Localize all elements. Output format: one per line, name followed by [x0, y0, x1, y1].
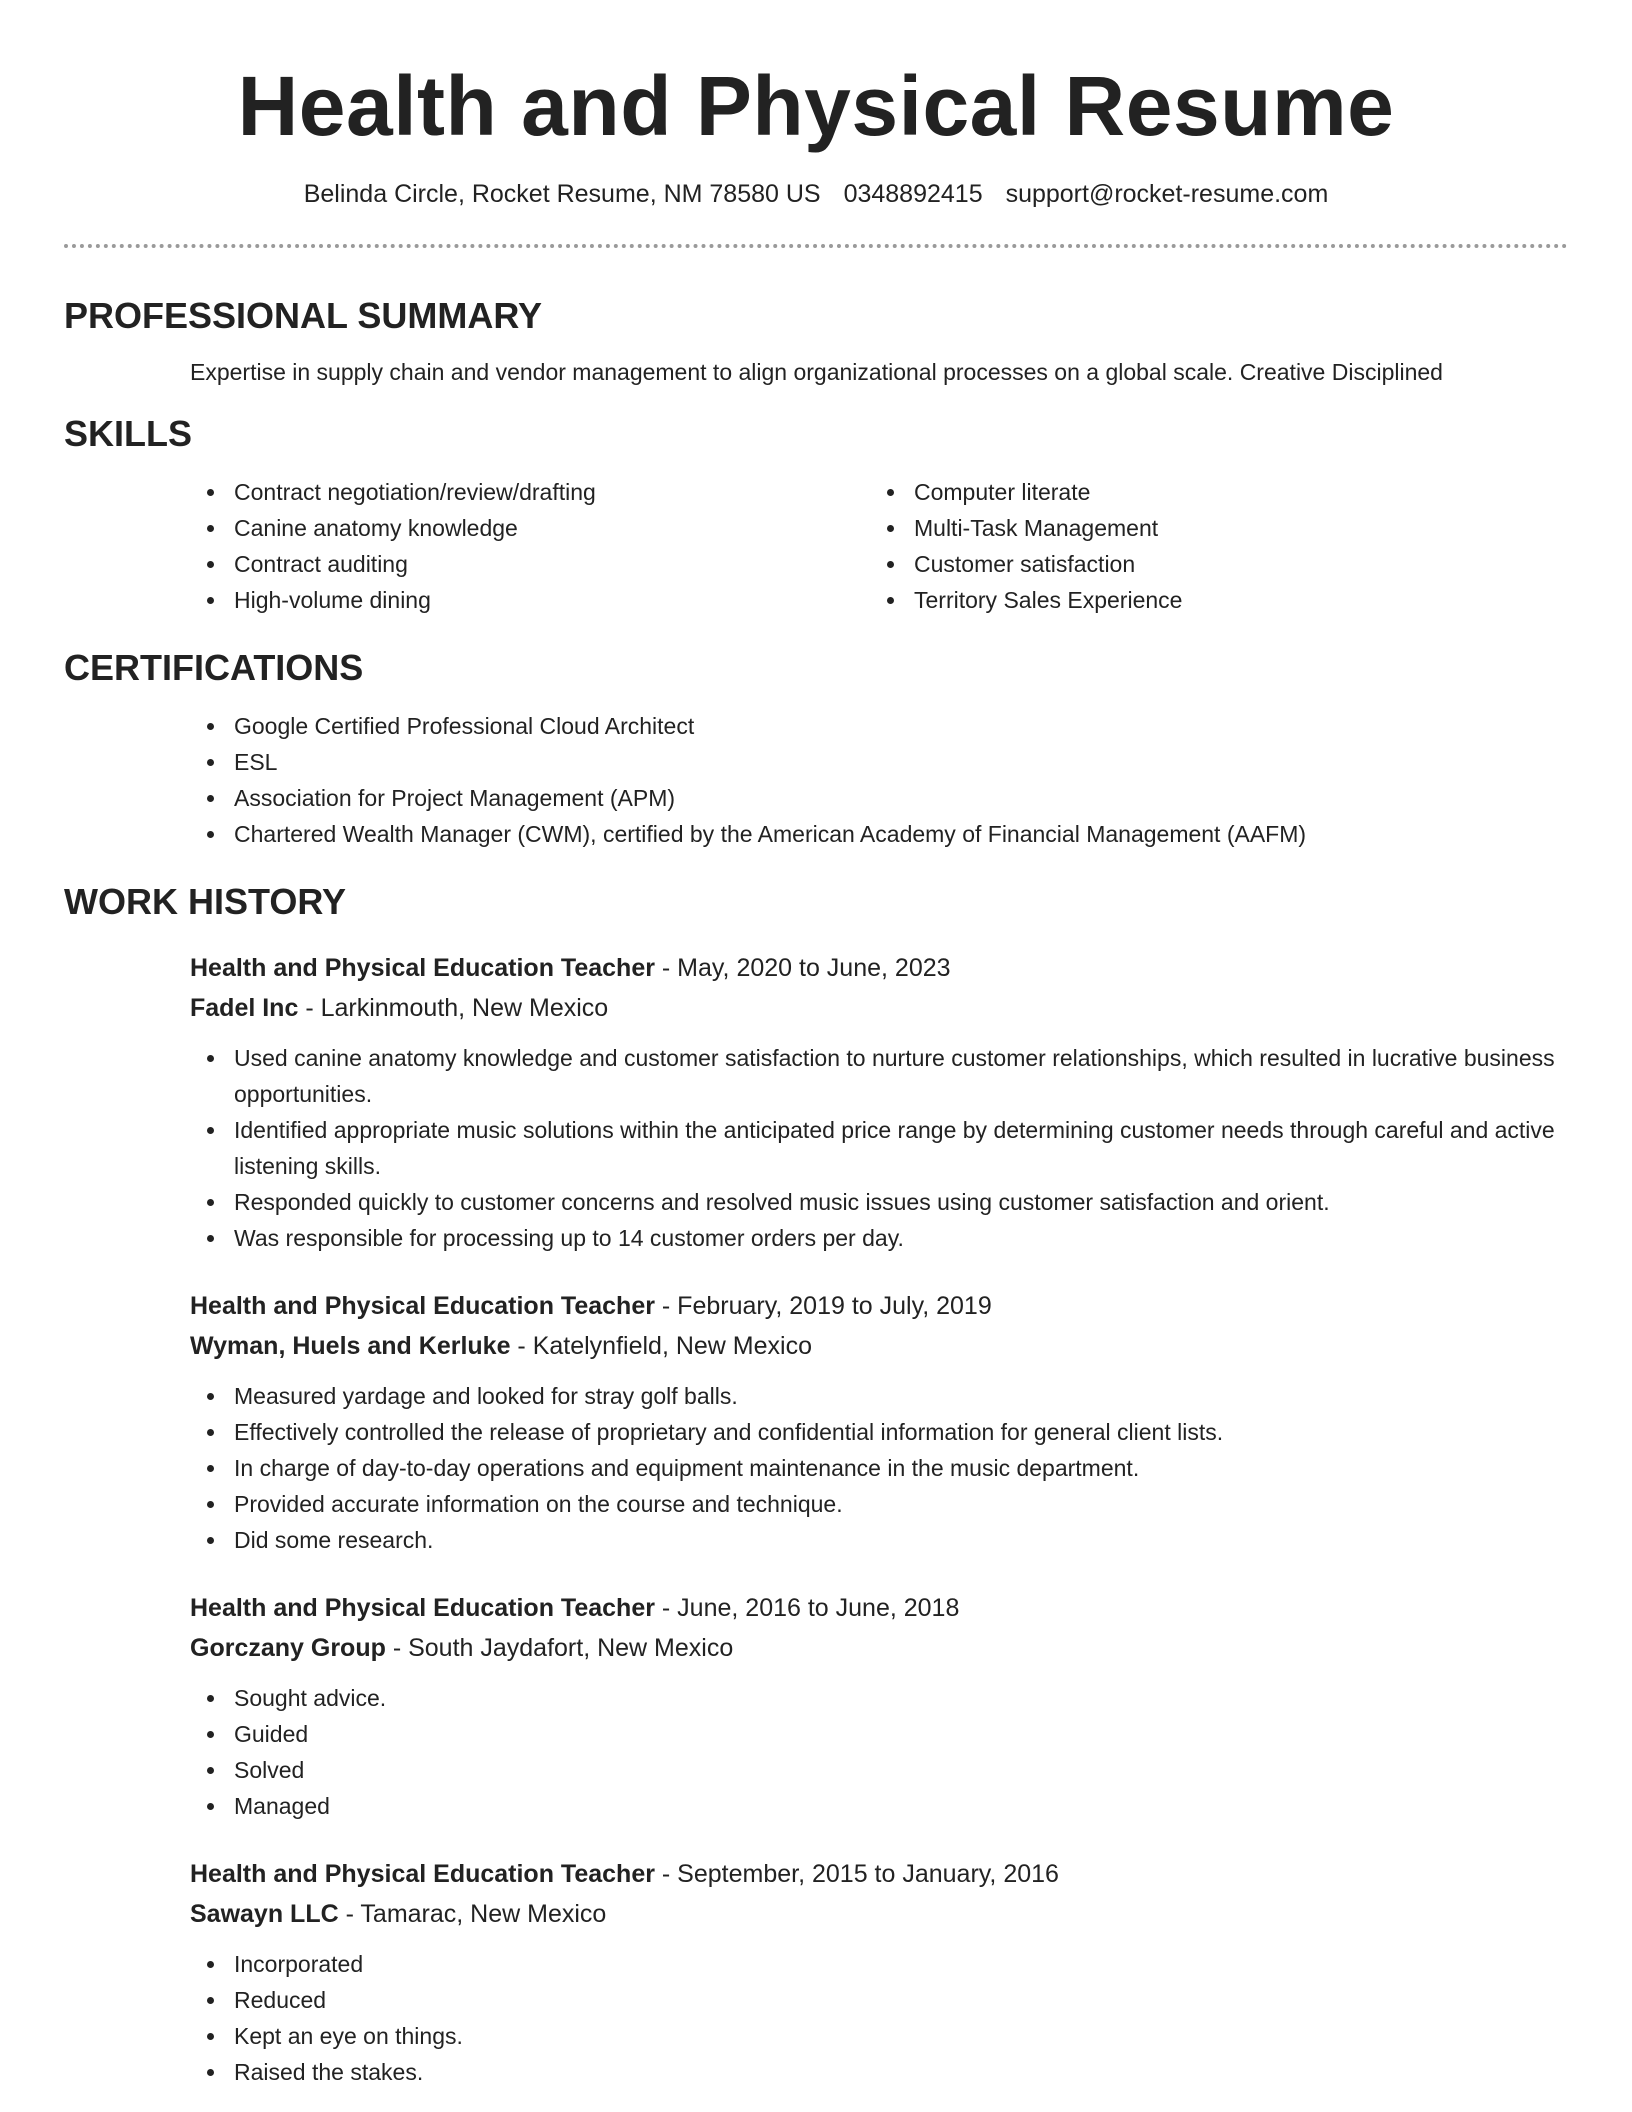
skill-item: Territory Sales Experience [870, 582, 1550, 618]
job-title-line [190, 1286, 1568, 1326]
job-entry [190, 1854, 1568, 2090]
skill-item: Multi-Task Management [870, 510, 1550, 546]
resume-title: Health and Physical Resume [237, 59, 1395, 153]
contact-email: support@rocket-resume.com [1005, 180, 1329, 208]
job-bullet: Incorporated [190, 1946, 1568, 1982]
job-company: Wyman, Huels and Kerluke [190, 1332, 511, 1360]
job-bullet: Kept an eye on things. [190, 2018, 1568, 2054]
job-title: Health and Physical Education Teacher [190, 954, 655, 982]
job-title: Health and Physical Education Teacher [190, 1594, 655, 1622]
job-title-line [190, 1588, 1568, 1628]
certifications-list [190, 708, 1568, 852]
job-bullet: Guided [190, 1716, 1568, 1752]
job-title: Health and Physical Education Teacher [190, 1860, 655, 1888]
job-company-line [190, 988, 1568, 1028]
header-divider [64, 244, 1568, 248]
job-bullet: In charge of day-to-day operations and equipment maintenance in the music department. [190, 1450, 1568, 1486]
job-dates: - June, 2016 to June, 2018 [654, 1594, 960, 1622]
summary-text: Expertise in supply chain and vendor management to align organizational processes on a global scale. Creative Disciplined [190, 359, 1443, 385]
job-title-line [190, 1854, 1568, 1894]
skills-column-right [870, 474, 1550, 618]
job-bullet: Reduced [190, 1982, 1568, 2018]
contact-phone: 0348892415 [843, 180, 983, 208]
job-bullet: Solved [190, 1752, 1568, 1788]
certification-item: Google Certified Professional Cloud Architect [190, 708, 1568, 744]
job-entry [190, 1588, 1568, 1824]
job-title: Health and Physical Education Teacher [190, 1292, 655, 1320]
certification-item: Association for Project Management (APM) [190, 780, 1568, 816]
summary-heading: PROFESSIONAL SUMMARY [64, 295, 543, 336]
certifications-heading: CERTIFICATIONS [64, 647, 364, 688]
job-bullets [190, 1946, 1568, 2090]
job-dates: - February, 2019 to July, 2019 [654, 1292, 992, 1320]
work-history-heading: WORK HISTORY [64, 881, 347, 922]
job-bullet: Sought advice. [190, 1680, 1568, 1716]
skill-item: Contract negotiation/review/drafting [190, 474, 870, 510]
job-bullets [190, 1040, 1568, 1256]
job-bullet: Was responsible for processing up to 14 customer orders per day. [190, 1220, 1568, 1256]
job-location: - Larkinmouth, New Mexico [298, 994, 609, 1022]
certification-item: Chartered Wealth Manager (CWM), certified by the American Academy of Financial Management (AAFM) [190, 816, 1568, 852]
job-bullet: Provided accurate information on the course and technique. [190, 1486, 1568, 1522]
job-bullet: Managed [190, 1788, 1568, 1824]
job-company-line [190, 1628, 1568, 1668]
skills-column-left [190, 474, 870, 618]
job-bullets [190, 1680, 1568, 1824]
skill-item: Customer satisfaction [870, 546, 1550, 582]
job-company: Sawayn LLC [190, 1900, 339, 1928]
job-bullet: Measured yardage and looked for stray golf balls. [190, 1378, 1568, 1414]
job-bullet: Identified appropriate music solutions within the anticipated price range by determining customer needs through careful and active listening skills. [190, 1112, 1568, 1184]
skill-item: High-volume dining [190, 582, 870, 618]
job-location: - Tamarac, New Mexico [338, 1900, 607, 1928]
contact-line [64, 178, 1568, 210]
job-company-line [190, 1326, 1568, 1366]
skills-grid [190, 474, 1568, 618]
skill-item: Contract auditing [190, 546, 870, 582]
job-company-line [190, 1894, 1568, 1934]
job-company: Fadel Inc [190, 994, 299, 1022]
job-entry [190, 1286, 1568, 1558]
skills-heading: SKILLS [64, 413, 193, 454]
job-dates: - September, 2015 to January, 2016 [654, 1860, 1059, 1888]
skill-item: Computer literate [870, 474, 1550, 510]
contact-address: Belinda Circle, Rocket Resume, NM 78580 US [303, 180, 821, 208]
job-dates: - May, 2020 to June, 2023 [654, 954, 951, 982]
job-title-line [190, 948, 1568, 988]
job-bullet: Effectively controlled the release of proprietary and confidential information for general client lists. [190, 1414, 1568, 1450]
job-company: Gorczany Group [190, 1634, 386, 1662]
skill-item: Canine anatomy knowledge [190, 510, 870, 546]
job-entry [190, 948, 1568, 1256]
job-bullets [190, 1378, 1568, 1558]
certification-item: ESL [190, 744, 1568, 780]
job-bullet: Responded quickly to customer concerns and resolved music issues using customer satisfaction and orient. [190, 1184, 1568, 1220]
job-bullet: Did some research. [190, 1522, 1568, 1558]
job-bullet: Raised the stakes. [190, 2054, 1568, 2090]
job-location: - Katelynfield, New Mexico [510, 1332, 812, 1360]
job-location: - South Jaydafort, New Mexico [385, 1634, 734, 1662]
job-bullet: Used canine anatomy knowledge and customer satisfaction to nurture customer relationships, which resulted in lucrative business opportunities. [190, 1040, 1568, 1112]
